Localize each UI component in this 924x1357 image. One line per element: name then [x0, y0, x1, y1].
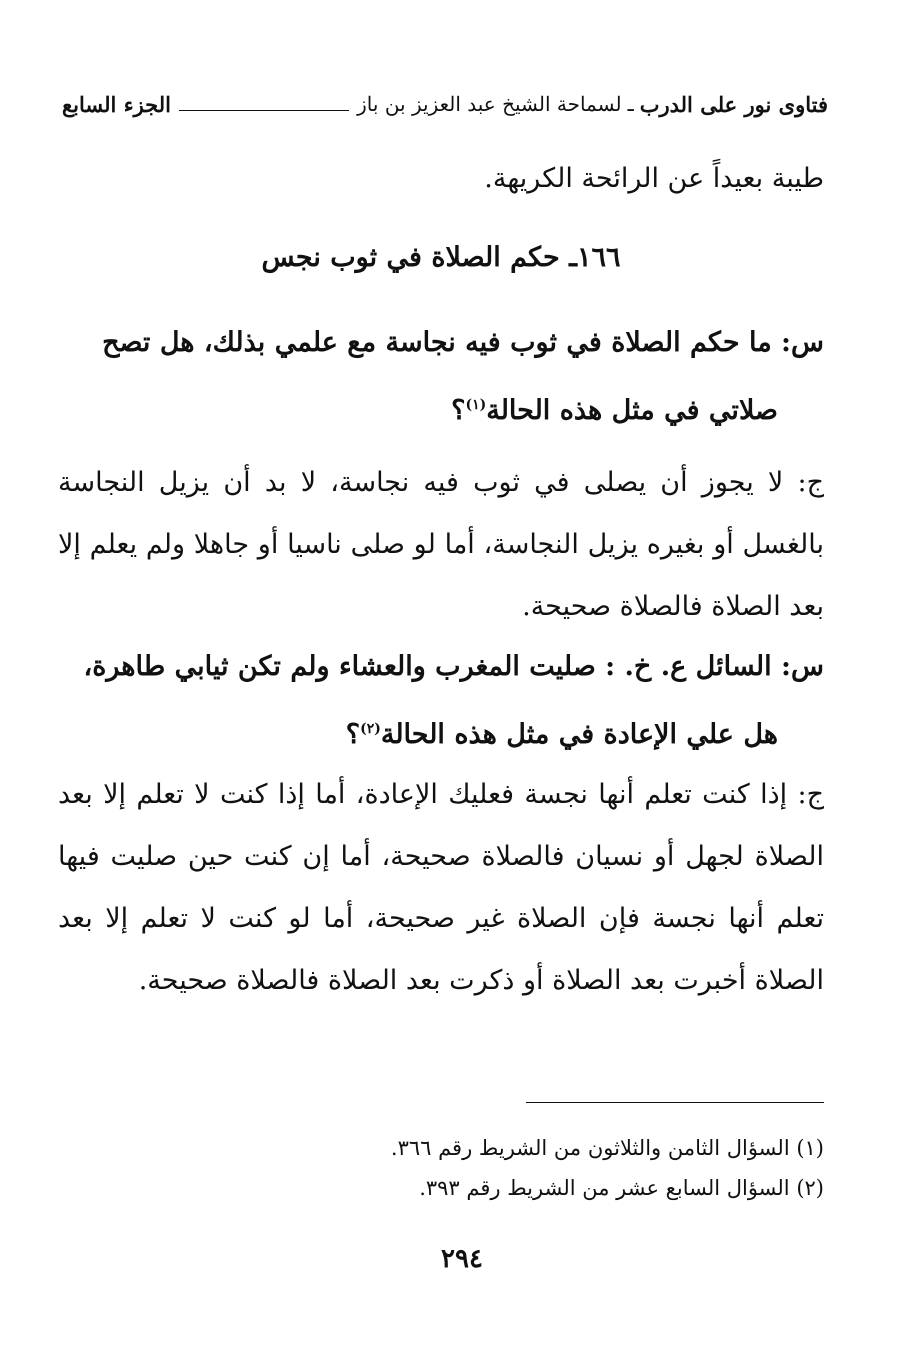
question-1-line-2: صلاتي في مثل هذه الحالة	[486, 395, 778, 426]
question-2-line-2-wrap	[58, 698, 824, 766]
header-author: لسماحة الشيخ عبد العزيز بن باز	[357, 92, 622, 116]
footnote-1: (١) السؤال الثامن والثلاثون من الشريط رقم ٣٦٦.	[390, 1136, 824, 1160]
header-book-title: فتاوى نور على الدرب	[639, 91, 828, 117]
question-1-line-2-wrap	[58, 374, 824, 442]
running-header	[62, 86, 828, 122]
question-1-line-1: س: ما حكم الصلاة في ثوب فيه نجاسة مع علمي بذلك، هل تصح	[102, 327, 824, 358]
footnote-2: (٢) السؤال السابع عشر من الشريط رقم ٣٩٣.	[419, 1176, 824, 1200]
page-number: ٢٩٤	[441, 1244, 483, 1274]
question-2	[58, 636, 824, 766]
answer-2: ج: إذا كنت تعلم أنها نجسة فعليك الإعادة، أما إذا كنت لا تعلم إلا بعد الصلاة لجهل أو نسيان فالصلاة صحيحة، أما إن كنت حين صليت فيها تعلم أنها نجسة فإن الصلاة غير صحيحة، أما لو كنت لا تعلم إلا بعد الصلاة أخبرت بعد الصلاة أو ذكرت بعد الصلاة فالصلاة صحيحة.	[58, 779, 824, 996]
intro-paragraph: طيبة بعيداً عن الرائحة الكريهة.	[484, 163, 824, 194]
footnote-ref-1: (١)	[465, 397, 487, 413]
question-2-line-2: هل علي الإعادة في مثل هذه الحالة	[380, 719, 778, 750]
footnote-rule	[526, 1102, 824, 1103]
header-separator: ـ	[627, 92, 634, 116]
header-volume: الجزء السابع	[62, 91, 171, 117]
question-2-line-1: س: السائل ع. خ. : صليت المغرب والعشاء ولم تكن ثيابي طاهرة،	[83, 651, 824, 682]
question-1	[58, 312, 824, 442]
header-rule	[179, 110, 349, 111]
answer-1: ج: لا يجوز أن يصلى في ثوب فيه نجاسة، لا بد أن يزيل النجاسة بالغسل أو بغيره يزيل النجاسة، أما لو صلى ناسيا أو جاهلا ولم يعلم إلا بعد الصلاة فالصلاة صحيحة.	[58, 467, 824, 622]
question-1-end: ؟	[451, 395, 466, 426]
section-title: ١٦٦ـ حكم الصلاة في ثوب نجس	[261, 242, 621, 273]
question-2-end: ؟	[345, 719, 361, 750]
footnote-ref-2: (٢)	[360, 721, 381, 737]
footnotes	[58, 1128, 824, 1208]
